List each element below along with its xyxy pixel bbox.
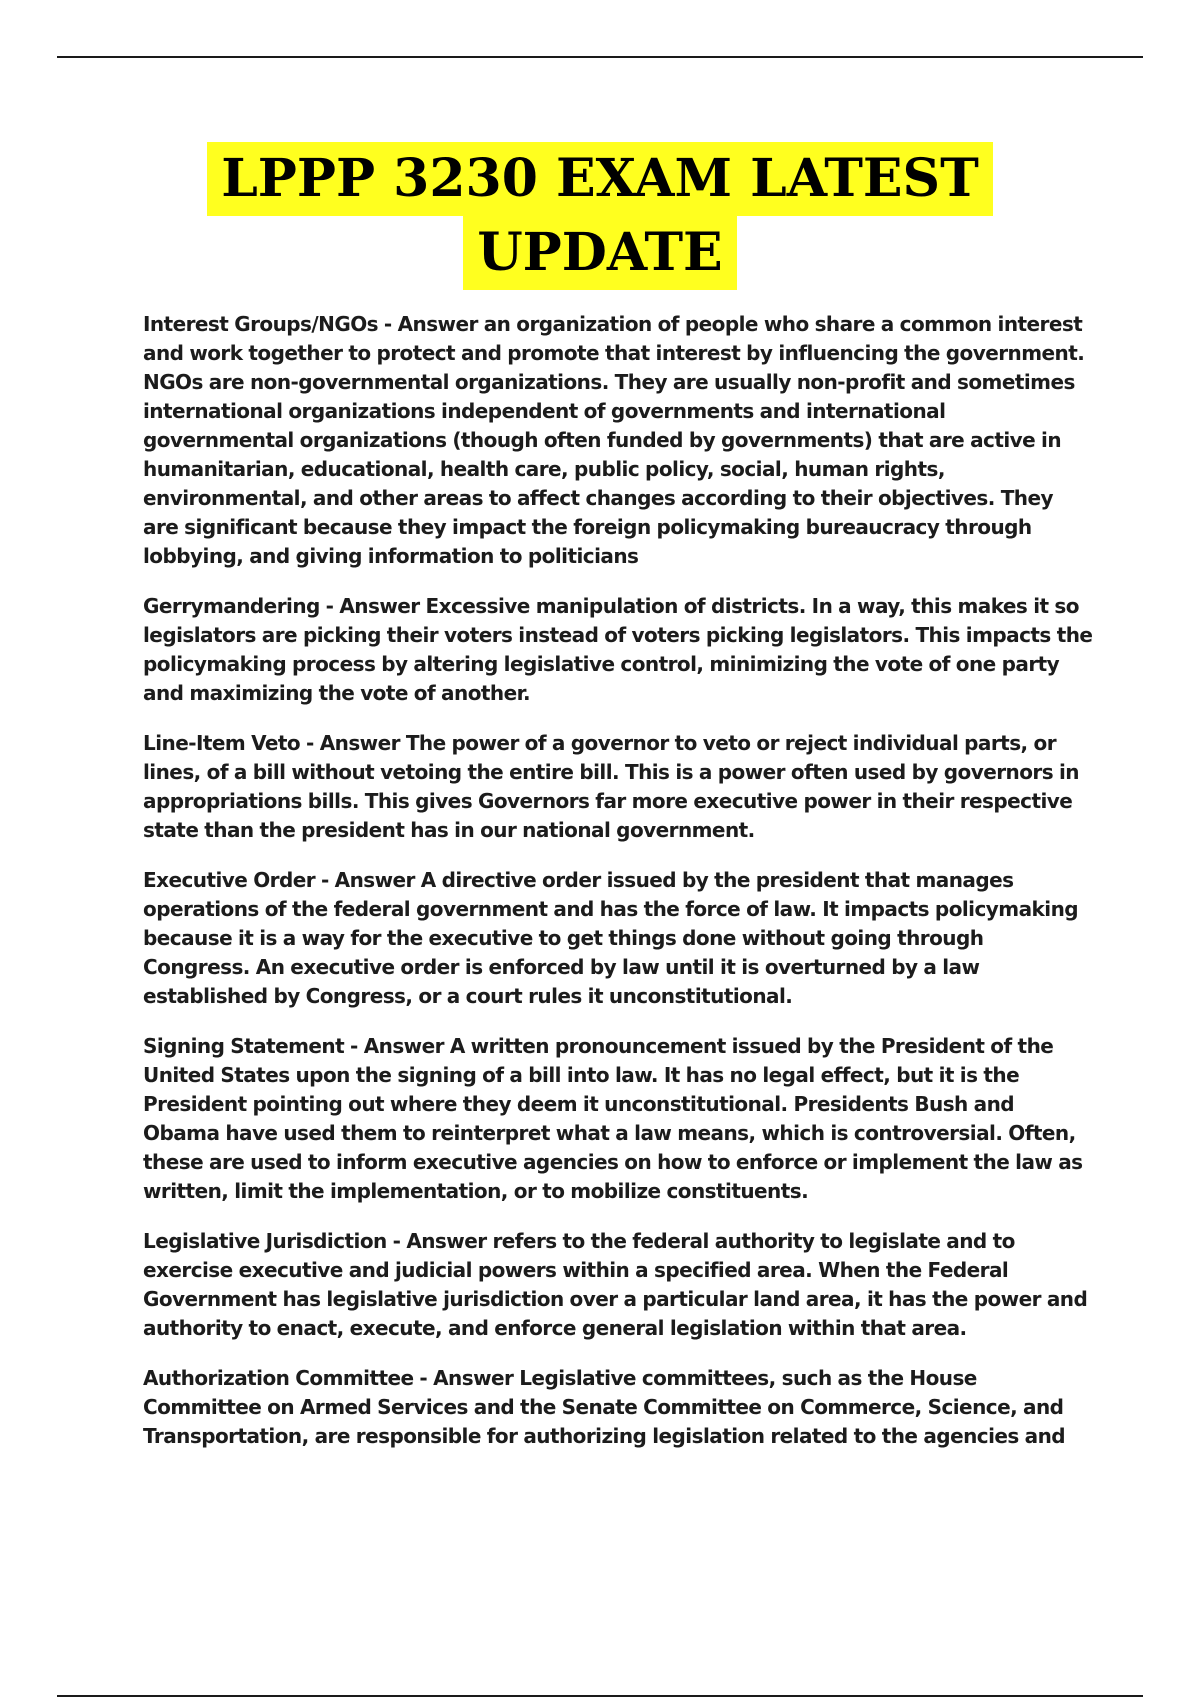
entry-executive-order: Executive Order - Answer A directive order issued by the president that manages operations of the federal government and has the force of law. It impacts policymaking because it is a way for the executive to get things done without going through Congress. An executive order is enforced by law until it is overturned by a law established by Congress, or a court rules it unconstitutional. <box>143 868 1079 1008</box>
entry-authorization-committee: Authorization Committee - Answer Legislative committees, such as the House Committee on Armed Services and the Senate Committee on Commerce, Science, and Transportation, are responsible for authorizing legislation related to the agencies and <box>143 1366 1066 1448</box>
top-divider <box>57 56 1143 58</box>
entry-legislative-jurisdiction: Legislative Jurisdiction - Answer refers to the federal authority to legislate and to exercise executive and judicial powers within a specified area. When the Federal Government has legislative jurisdiction over a particular land area, it has the power and authority to enact, execute, and enforce general legislation within that area. <box>143 1229 1088 1340</box>
document-body <box>143 310 1093 1472</box>
entry-line-item-veto: Line-Item Veto - Answer The power of a governor to veto or reject individual parts, or lines, of a bill without vetoing the entire bill. This is a power often used by governors in appropriations bills. This gives Governors far more executive power in their respective state than the president has in our national government. <box>143 731 1079 842</box>
title-line-2: UPDATE <box>463 216 736 290</box>
entry-signing-statement: Signing Statement - Answer A written pronouncement issued by the President of the United States upon the signing of a bill into law. It has no legal effect, but it is the President pointing out where they deem it unconstitutional. Presidents Bush and Obama have used them to reinterpret what a law means, which is controversial. Often, these are used to inform executive agencies on how to enforce or implement the law as written, limit the implementation, or to mobilize constituents. <box>143 1034 1083 1203</box>
title-line-1: LPPP 3230 EXAM LATEST <box>207 142 993 216</box>
entry-gerrymandering: Gerrymandering - Answer Excessive manipulation of districts. In a way, this makes it so legislators are picking their voters instead of voters picking legislators. This impacts the policymaking process by altering legislative control, minimizing the vote of one party and maximizing the vote of another. <box>143 594 1093 705</box>
entry-interest-groups: Interest Groups/NGOs - Answer an organization of people who share a common interest and work together to protect and promote that interest by influencing the government. NGOs are non-governmental organizations. They are usually non-profit and sometimes international organizations independent of governments and international governmental organizations (though often funded by governments) that are active in humanitarian, educational, health care, public policy, social, human rights, environmental, and other areas to affect changes according to their objectives. They are significant because they impact the foreign policymaking bureaucracy through lobbying, and giving information to politicians <box>143 312 1085 568</box>
bottom-divider <box>57 1695 1143 1697</box>
document-title <box>0 142 1200 290</box>
